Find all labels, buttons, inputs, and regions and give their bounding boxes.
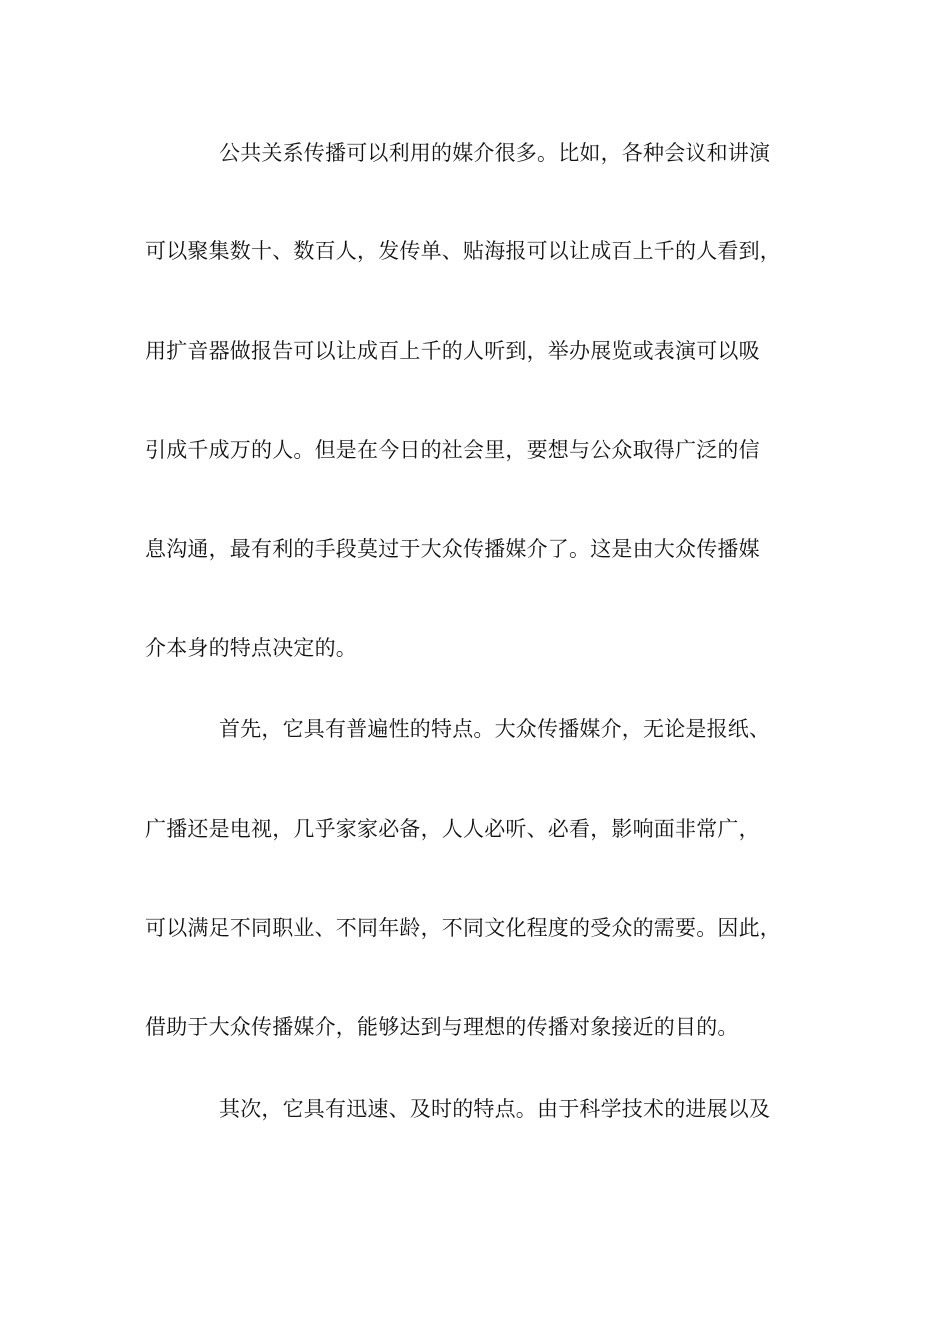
paragraph-2-line-4: 借助于大众传播媒介，能够达到与理想的传播对象接近的目的。 (145, 1015, 739, 1039)
paragraph-1-line-4: 引成千成万的人。但是在今日的社会里，要想与公众取得广泛的信 (145, 438, 760, 462)
paragraph-1-line-6: 介本身的特点决定的。 (145, 636, 357, 660)
paragraph-1-line-2: 可以聚集数十、数百人，发传单、贴海报可以让成百上千的人看到， (145, 239, 781, 263)
paragraph-3-line-1: 其次，它具有迅速、及时的特点。由于科学技术的进展以及 (219, 1097, 771, 1121)
paragraph-1-line-1: 公共关系传播可以利用的媒介很多。比如，各种会议和讲演 (219, 141, 771, 165)
paragraph-2-line-3: 可以满足不同职业、不同年龄，不同文化程度的受众的需要。因此， (145, 916, 781, 940)
paragraph-2-line-2: 广播还是电视，几乎家家必备，人人必听、必看，影响面非常广， (145, 817, 760, 841)
paragraph-1-line-5: 息沟通，最有利的手段莫过于大众传播媒介了。这是由大众传播媒 (145, 537, 760, 561)
paragraph-2-line-1: 首先，它具有普遍性的特点。大众传播媒介，无论是报纸、 (219, 717, 771, 741)
paragraph-1-line-3: 用扩音器做报告可以让成百上千的人听到，举办展览或表演可以吸 (145, 339, 760, 363)
